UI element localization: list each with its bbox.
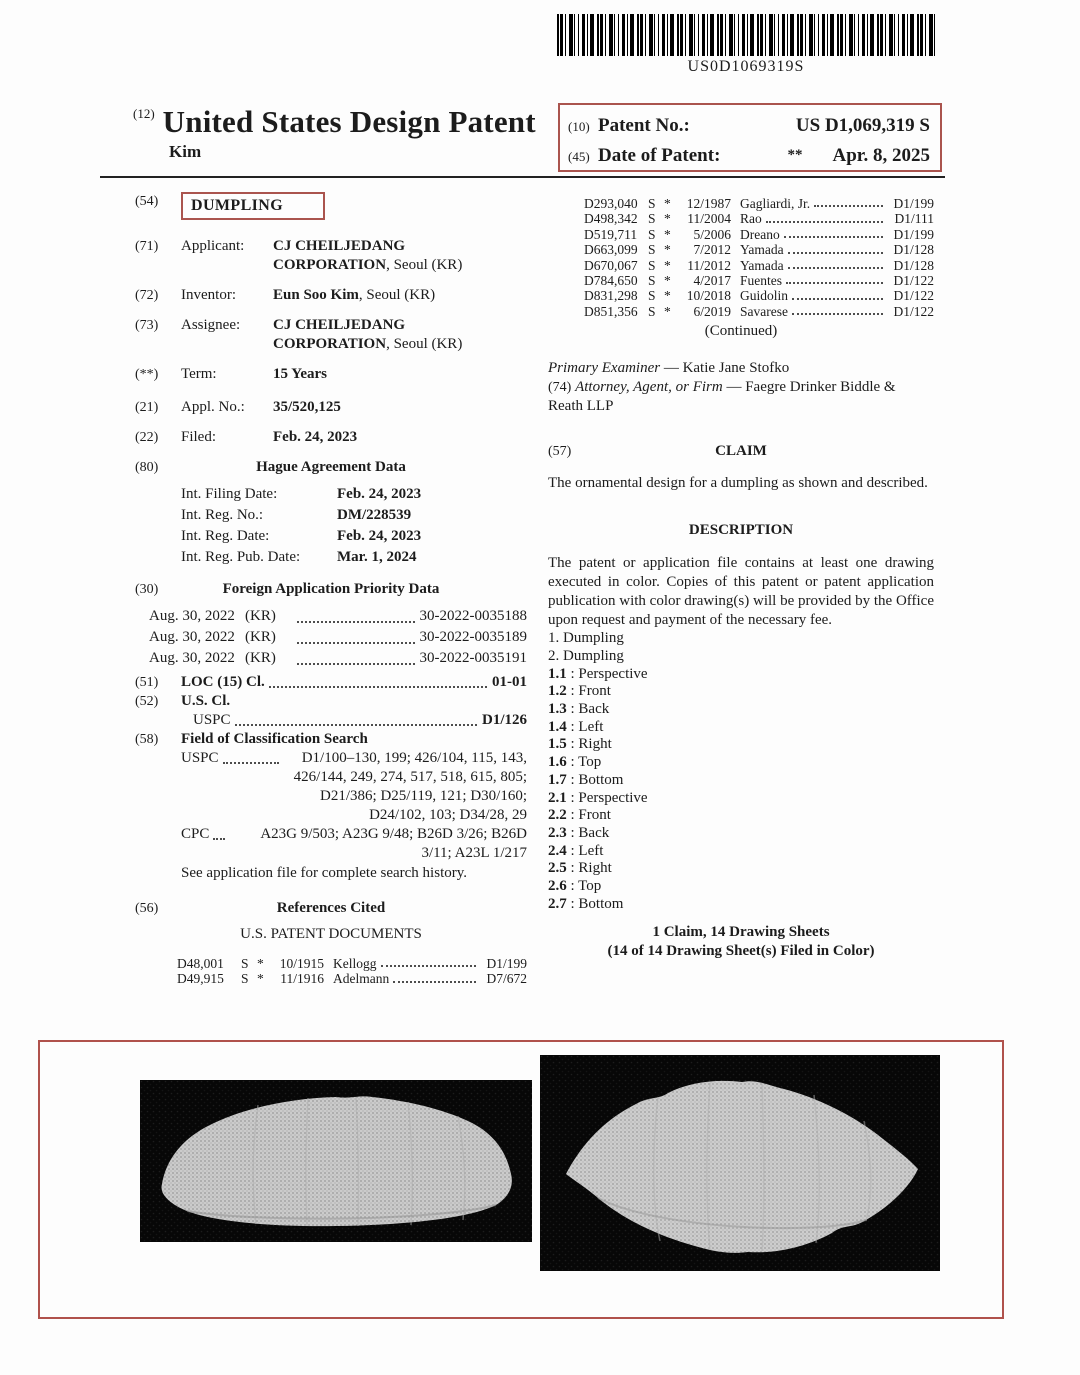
view-row	[548, 896, 934, 914]
view-separator: :	[566, 842, 579, 859]
dot-leader	[297, 648, 415, 669]
dot-leader	[792, 304, 883, 319]
cited-kind-code: S	[241, 971, 249, 987]
priority-country: (KR)	[245, 650, 276, 666]
priority-country: (KR)	[245, 629, 276, 645]
dot-leader	[786, 273, 883, 288]
hague-row	[181, 484, 527, 505]
cited-name: Yamada	[740, 257, 784, 273]
cited-star: *	[664, 273, 671, 289]
view-label: Bottom	[578, 895, 624, 912]
cited-name: Kellogg	[333, 956, 377, 971]
cited-star: *	[664, 303, 671, 319]
barcode-image	[557, 14, 935, 56]
dot-leader	[381, 956, 477, 971]
appl-no-value: 35/520,125	[273, 399, 341, 415]
dot-leader	[213, 825, 225, 844]
cited-kind-code: S	[648, 226, 656, 242]
view-separator: :	[566, 807, 579, 824]
view-label: Back	[578, 824, 610, 841]
filed-row	[135, 428, 527, 447]
cited-date: 4/2017	[693, 273, 731, 289]
loc-value: 01-01	[492, 674, 527, 690]
view-number: 2.4	[548, 842, 567, 859]
citation-row	[584, 304, 934, 319]
view-label: Perspective	[578, 789, 648, 806]
term-label: Term:	[181, 366, 217, 382]
uspc-search-line: D21/386; D25/119, 121; D30/160;	[320, 788, 527, 804]
hague-section-header	[135, 458, 527, 477]
hague-label: Int. Reg. No.:	[181, 507, 264, 523]
view-row	[548, 790, 934, 808]
cited-date: 5/2006	[693, 226, 731, 242]
cited-patent-number: D498,342	[584, 211, 638, 227]
dot-leader	[784, 227, 883, 242]
view-number: 2.3	[548, 824, 567, 841]
cited-star: *	[664, 211, 671, 227]
field-code: (80)	[135, 460, 159, 475]
view-separator: :	[566, 878, 579, 895]
design-title-row	[135, 192, 527, 220]
field-code: (22)	[135, 430, 159, 445]
patent-number-row	[568, 111, 930, 141]
patent-no-value: US D1,069,319 S	[795, 115, 930, 136]
cited-class: D1/122	[893, 273, 934, 289]
cited-kind-code: S	[241, 956, 249, 971]
hague-label: Int. Filing Date:	[181, 486, 278, 502]
field-code: (72)	[135, 288, 159, 303]
uspc-cont-lines	[181, 768, 527, 825]
inventor-label: Inventor:	[181, 287, 236, 303]
field-of-search-block	[135, 730, 527, 883]
dot-leader	[235, 711, 477, 730]
term-row	[135, 365, 527, 384]
field-code: (71)	[135, 239, 159, 254]
view-number: 2.7	[548, 895, 567, 912]
view-separator: :	[566, 895, 579, 912]
view-separator: :	[566, 860, 579, 877]
priority-country: (KR)	[245, 608, 276, 624]
priority-number: 30-2022-0035191	[419, 650, 527, 666]
kind-code: (12)	[133, 106, 155, 121]
cited-class: D1/111	[894, 211, 934, 227]
dot-leader	[788, 258, 883, 273]
cited-star: *	[664, 242, 671, 258]
view-row	[548, 719, 934, 737]
cited-kind-code: S	[648, 303, 656, 319]
loc-label: LOC (15) Cl.	[181, 674, 265, 690]
cited-star: *	[664, 288, 671, 304]
cited-name: Guidolin	[740, 288, 789, 304]
references-title: References Cited	[276, 900, 386, 916]
field-code: (30)	[135, 582, 159, 597]
applicant-value: CJ CHEILJEDANG CORPORATION, Seoul (KR)	[273, 238, 463, 273]
cited-kind-code: S	[648, 288, 656, 304]
hague-value: Feb. 24, 2023	[337, 486, 422, 502]
primary-examiner-line	[548, 359, 934, 378]
document-title-block	[133, 104, 563, 162]
view-number: 1.4	[548, 718, 567, 735]
sheets-line-1: 1 Claim, 14 Drawing Sheets	[652, 923, 830, 940]
priority-rows	[149, 606, 527, 669]
dot-leader	[223, 749, 279, 768]
patent-no-label: Patent No.:	[598, 115, 690, 136]
citation-row	[584, 288, 934, 303]
us-patent-documents-heading: U.S. PATENT DOCUMENTS	[240, 926, 422, 942]
reference-rows	[177, 956, 527, 987]
view-separator: :	[566, 718, 579, 735]
barcode-block	[557, 14, 935, 76]
cited-star: *	[664, 257, 671, 273]
field-code: (56)	[135, 901, 159, 916]
cited-class: D1/122	[893, 288, 934, 304]
dot-leader	[766, 211, 883, 226]
priority-row	[149, 648, 527, 669]
cited-star: *	[257, 956, 264, 971]
view-label: Right	[578, 860, 612, 877]
cited-patent-number: D293,040	[584, 196, 638, 211]
continued-note: (Continued)	[704, 323, 778, 340]
hague-label: Int. Reg. Date:	[181, 528, 270, 544]
cited-date: 10/2018	[686, 288, 731, 304]
hague-value: DM/228539	[337, 507, 412, 523]
view-label: Top	[578, 754, 602, 771]
view-row	[548, 807, 934, 825]
cited-patent-number: D784,650	[584, 273, 638, 289]
cited-patent-number: D519,711	[584, 226, 638, 242]
cited-date: 6/2019	[693, 303, 731, 319]
view-label: Bottom	[578, 771, 624, 788]
cited-patent-number: D831,298	[584, 288, 638, 304]
cited-date: 11/2012	[687, 257, 731, 273]
view-number: 1.1	[548, 665, 567, 682]
cited-name: Adelmann	[333, 971, 390, 987]
claim-title: CLAIM	[715, 443, 767, 460]
view-separator: :	[566, 824, 579, 841]
cited-name: Savarese	[740, 303, 788, 319]
cpc-cont-lines	[181, 844, 527, 863]
uspc-value: D1/126	[482, 712, 527, 728]
hague-rows	[181, 484, 527, 568]
hague-value: Feb. 24, 2023	[337, 528, 422, 544]
description-title: DESCRIPTION	[688, 522, 794, 539]
date-note: **	[787, 147, 803, 163]
view-row	[548, 825, 934, 843]
uspc-search-label: USPC	[181, 750, 219, 766]
field-code: (57)	[548, 444, 572, 460]
date-value	[720, 141, 930, 170]
cited-star: *	[257, 971, 264, 987]
sheets-summary	[548, 923, 934, 961]
figure-item: 1. Dumpling	[548, 630, 624, 647]
right-column	[548, 196, 934, 961]
view-row	[548, 860, 934, 878]
design-title: DUMPLING	[181, 192, 325, 220]
barcode-text: US0D1069319S	[687, 58, 805, 75]
view-row	[548, 666, 934, 684]
field-code: (21)	[135, 400, 159, 415]
dot-leader	[269, 673, 487, 692]
date-code: (45)	[568, 149, 590, 164]
view-separator: :	[566, 771, 579, 788]
view-row	[548, 683, 934, 701]
view-label: Left	[578, 718, 604, 735]
patent-number-box	[558, 103, 942, 172]
attorney-label: Attorney, Agent, or Firm	[575, 379, 723, 396]
dot-leader	[792, 288, 883, 303]
cited-name: Fuentes	[740, 273, 782, 289]
term-value: 15 Years	[273, 366, 328, 382]
date-label: Date of Patent:	[598, 145, 721, 166]
priority-row	[149, 627, 527, 648]
assignee-label: Assignee:	[181, 317, 241, 333]
view-label: Back	[578, 701, 610, 718]
field-code: (54)	[135, 194, 159, 209]
citation-row	[584, 242, 934, 257]
filed-label: Filed:	[181, 429, 217, 445]
attorney-line	[548, 378, 934, 416]
cited-date: 11/1916	[280, 971, 324, 987]
cited-name: Gagliardi, Jr.	[740, 196, 811, 211]
cited-kind-code: S	[648, 242, 656, 258]
view-row	[548, 736, 934, 754]
cited-kind-code: S	[648, 273, 656, 289]
cited-class: D1/199	[486, 956, 527, 971]
view-number: 2.1	[548, 789, 567, 806]
view-separator: :	[566, 754, 579, 771]
header-divider	[100, 176, 945, 178]
examiner-name: — Katie Jane Stofko	[660, 360, 790, 377]
field-code: (52)	[135, 694, 159, 709]
patent-date: Apr. 8, 2025	[832, 145, 930, 166]
dot-leader	[393, 971, 476, 986]
assignee-row	[135, 316, 527, 354]
claim-header	[548, 442, 934, 461]
view-separator: :	[566, 665, 579, 682]
patent-no-code: (10)	[568, 119, 590, 134]
priority-date: Aug. 30, 2022	[149, 629, 235, 645]
citation-rows	[584, 196, 934, 319]
cited-date: 10/1915	[279, 956, 324, 971]
inventor-surname: Kim	[169, 142, 202, 161]
patent-date-row	[568, 141, 930, 171]
cited-class: D1/122	[893, 303, 934, 319]
figure-items	[548, 630, 934, 665]
hague-row	[181, 547, 527, 568]
cited-patent-number: D48,001	[177, 956, 224, 971]
cited-star: *	[664, 226, 671, 242]
cited-class: D1/128	[893, 257, 934, 273]
attorney-firm: — Faegre Drinker Biddle & Reath LLP	[548, 379, 896, 415]
page-title: United States Design Patent	[162, 104, 536, 139]
view-separator: :	[566, 683, 579, 700]
dumpling-front-image	[140, 1080, 532, 1242]
hague-label: Int. Reg. Pub. Date:	[181, 549, 301, 565]
claim-text: The ornamental design for a dumpling as shown and described.	[548, 475, 928, 492]
us-class-row	[135, 692, 527, 730]
cited-class: D1/128	[893, 242, 934, 258]
cited-date: 12/1987	[686, 196, 731, 211]
field-code: (74)	[548, 380, 572, 396]
priority-number: 30-2022-0035188	[419, 608, 527, 624]
priority-row	[149, 606, 527, 627]
view-label: Perspective	[578, 665, 648, 682]
cited-star: *	[664, 196, 671, 211]
hague-title: Hague Agreement Data	[256, 459, 406, 475]
view-number: 2.2	[548, 807, 567, 824]
cited-patent-number: D851,356	[584, 303, 638, 319]
dot-leader	[297, 627, 415, 648]
hague-value: Mar. 1, 2024	[337, 549, 417, 565]
view-label: Left	[578, 842, 604, 859]
field-code: (58)	[135, 732, 159, 747]
view-number: 1.7	[548, 771, 567, 788]
view-label: Right	[578, 736, 612, 753]
sheets-line-2: (14 of 14 Drawing Sheet(s) Filed in Color)	[607, 942, 875, 959]
field-of-search-title: Field of Classification Search	[181, 731, 368, 747]
left-column	[135, 192, 527, 987]
priority-date: Aug. 30, 2022	[149, 650, 235, 666]
figure-item: 2. Dumpling	[548, 647, 624, 664]
citation-row	[584, 211, 934, 226]
view-number: 1.2	[548, 683, 567, 700]
view-label: Front	[578, 807, 611, 824]
view-row	[548, 772, 934, 790]
view-label: Top	[578, 878, 602, 895]
view-row	[548, 843, 934, 861]
assignee-value: CJ CHEILJEDANG CORPORATION, Seoul (KR)	[273, 317, 463, 352]
citation-row	[584, 258, 934, 273]
hague-row	[181, 526, 527, 547]
filed-value: Feb. 24, 2023	[273, 429, 358, 445]
cpc-search-label: CPC	[181, 826, 210, 842]
dumpling-perspective-image	[540, 1055, 940, 1271]
view-number: 1.5	[548, 736, 567, 753]
applicant-label: Applicant:	[181, 238, 245, 254]
inventor-value: Eun Soo Kim, Seoul (KR)	[273, 287, 436, 303]
uspc-search-line: 426/144, 249, 274, 517, 518, 615, 805;	[293, 769, 527, 785]
view-number: 1.3	[548, 701, 567, 718]
hague-row	[181, 505, 527, 526]
view-label: Front	[578, 683, 611, 700]
cited-class: D1/199	[893, 196, 934, 211]
field-code: (51)	[135, 675, 159, 690]
cited-patent-number: D663,099	[584, 242, 638, 258]
view-row	[548, 701, 934, 719]
citation-row	[177, 971, 527, 986]
view-number: 2.5	[548, 860, 567, 877]
appl-no-row	[135, 398, 527, 417]
cited-class: D7/672	[486, 971, 527, 987]
search-history-note: See application file for complete search history.	[181, 865, 468, 881]
applicant-row	[135, 237, 527, 275]
uspc-search-line: D1/100–130, 199; 426/104, 115, 143,	[301, 750, 527, 766]
priority-section-header	[135, 580, 527, 599]
inventor-row	[135, 286, 527, 305]
dot-leader	[297, 606, 415, 627]
cited-class: D1/199	[893, 226, 934, 242]
view-list	[548, 666, 934, 914]
view-separator: :	[566, 789, 579, 806]
cited-name: Dreano	[740, 226, 780, 242]
cited-name: Rao	[740, 211, 762, 227]
description-text: The patent or application file contains at least one drawing executed in color. Copies of this patent or patent application publication with color drawing(s) will be provided by the Office upon request and payment of the necessary fee.	[548, 555, 934, 629]
cited-name: Yamada	[740, 242, 784, 258]
priority-title: Foreign Application Priority Data	[222, 581, 440, 597]
loc-class-row	[135, 673, 527, 692]
cpc-search-line: 3/11; A23L 1/217	[421, 845, 527, 861]
view-number: 1.6	[548, 754, 567, 771]
citation-row	[584, 273, 934, 288]
cited-date: 11/2004	[687, 211, 731, 227]
references-section-header	[135, 899, 527, 918]
figure-dumpling-perspective	[540, 1055, 940, 1271]
field-code: (73)	[135, 318, 159, 333]
view-row	[548, 754, 934, 772]
dot-leader	[788, 242, 883, 257]
examiner-label: Primary Examiner	[548, 360, 661, 377]
citation-row	[584, 196, 934, 211]
view-separator: :	[566, 701, 579, 718]
citation-row	[177, 956, 527, 971]
cited-patent-number: D670,067	[584, 257, 638, 273]
cpc-search-line: A23G 9/503; A23G 9/48; B26D 3/26; B26D	[260, 826, 527, 842]
citation-row	[584, 227, 934, 242]
uspc-search-line: D24/102, 103; D34/28, 29	[369, 807, 527, 823]
field-code: (**)	[135, 367, 159, 382]
dot-leader	[814, 196, 883, 211]
appl-no-label: Appl. No.:	[181, 399, 245, 415]
view-row	[548, 878, 934, 896]
priority-date: Aug. 30, 2022	[149, 608, 235, 624]
cited-kind-code: S	[648, 211, 656, 227]
uspc-label: USPC	[193, 712, 231, 728]
view-number: 2.6	[548, 878, 567, 895]
cited-date: 7/2012	[693, 242, 731, 258]
priority-number: 30-2022-0035189	[419, 629, 527, 645]
cited-kind-code: S	[648, 257, 656, 273]
cited-patent-number: D49,915	[177, 971, 224, 987]
cited-kind-code: S	[648, 196, 656, 211]
figure-highlight-box	[38, 1040, 1004, 1319]
claim-section	[548, 442, 934, 493]
view-separator: :	[566, 736, 579, 753]
us-cl-label: U.S. Cl.	[181, 693, 231, 709]
figure-dumpling-front	[140, 1080, 532, 1242]
